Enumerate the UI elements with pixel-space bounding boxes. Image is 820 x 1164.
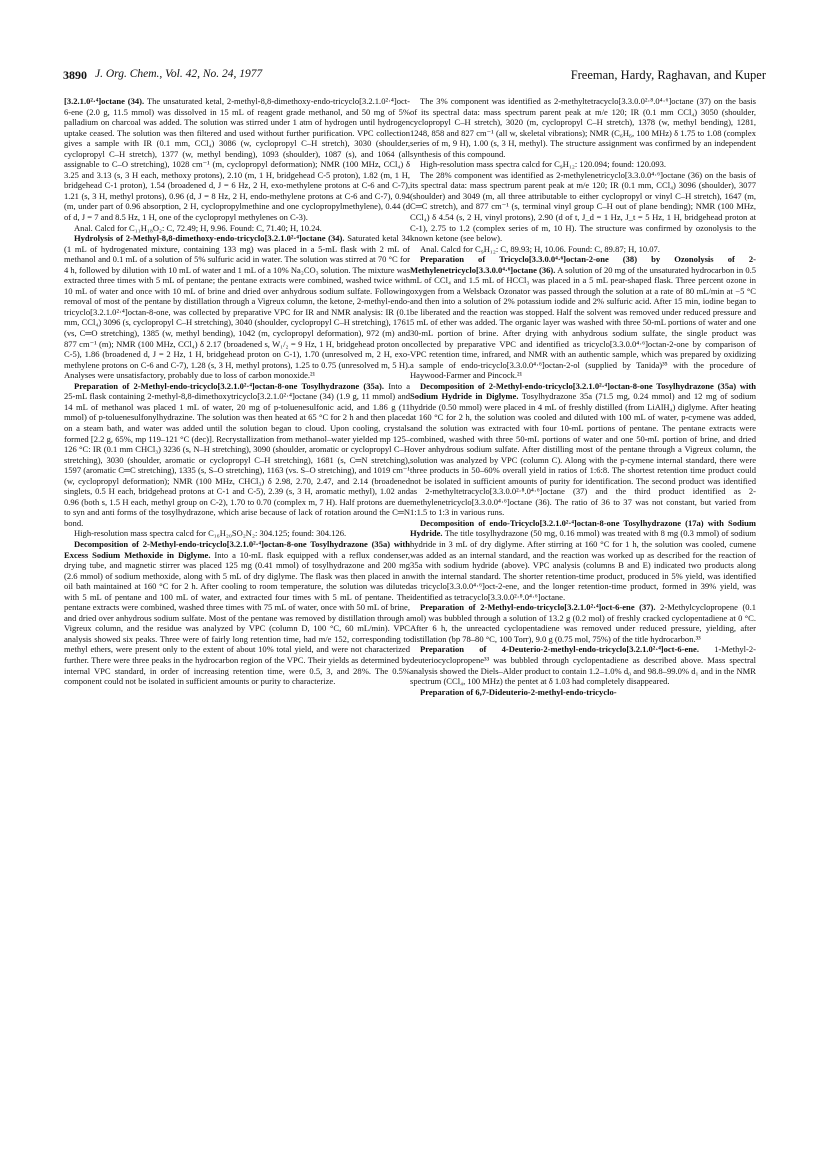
- paragraph: [64, 539, 410, 687]
- paragraph-text: High-resolution mass spectra calcd for C₉H₁₂: 120.094; found: 120.093.: [420, 159, 667, 170]
- paragraph-text: Anal. Calcd for C₁₁H₁₈O₂: C, 72.49; H, 9.96. Found: C, 71.40; H, 10.24.: [74, 222, 322, 233]
- paragraph-heading: Decomposition of 2-Methyl-endo-tricyclo[3.2.1.0²·⁴]octan-8-one Tosylhydrazone (35a) with Excess Sodium Methoxide in Diglyme.: [64, 538, 410, 560]
- paragraph: [410, 381, 756, 518]
- page-number: 3890: [63, 68, 87, 82]
- paragraph-heading: Preparation of 6,7-Dideuterio-2-methyl-endo-tricyclo-: [420, 686, 617, 697]
- paragraph: [64, 233, 410, 381]
- paragraph-heading: Decomposition of endo-Tricyclo[3.2.1.0²·⁴]octan-8-one Tosylhydrazone (17a) with Sodium Hydride.: [410, 517, 756, 539]
- paragraph: [64, 96, 410, 223]
- paragraph-heading: [3.2.1.0²·⁴]octane (34).: [64, 96, 145, 106]
- paragraph-text: A solution of 20 mg of the unsaturated hydrocarbon in 0.5 mL of CCl₄ and 1.5 mL of HCCl₃ was placed in a 5 mL pear-shaped flask. Three percent ozone in oxygen from a Welsback Ozonator was passed through the solution at a rate of 80 mL/min at −5 °C and then into a solution of 2% potassium iodide and 2% sulfuric acid. After 15 min, iodine began to be liberated and the reaction was stopped. Half the solvent was removed under reduced pressure and 5 mL of ether was added. The organic layer was washed with three 50-mL portions of water and one 30-mL portion of brine. After drying with anhydrous sodium sulfate, the single product was collected by preparative VPC and identified as tricyclo[3.3.0.0⁴·⁶]octan-2-one by comparison of VPC retention time, infrared, and NMR with an authentic sample, which was prepared by oxidizing a sample of endo-tricyclo[3.3.0.0⁴·⁶]octan-2-ol (supplied by Tanida)³⁵ with the procedure of Haywood-Farmer and Pincock.²¹: [410, 264, 756, 381]
- paragraph: [410, 254, 756, 381]
- paragraph: [410, 159, 756, 170]
- paragraph-text: 2-Methylcyclopropene (0.1 mol) was bubbled through a solution of 13.2 g (0.2 mol) of freshly cracked cyclopentadiene at 0 °C. After 6 h, the unreacted cyclopentadiene was removed under reduced pressure, yielding, after distillation (bp 78–80 °C, 100 Torr), 9.0 g (0.75 mol, 75%) of the title hydrocarbon.³³: [410, 602, 756, 644]
- journal-citation: J. Org. Chem., Vol. 42, No. 24, 1977: [95, 68, 263, 80]
- paragraph: [64, 528, 410, 539]
- paragraph: [410, 518, 756, 602]
- right-column: [410, 96, 756, 697]
- page-header: [63, 68, 766, 90]
- paragraph: [64, 381, 410, 529]
- paragraph: [410, 644, 756, 686]
- paragraph-text: Anal. Calcd for C₉H₁₂: C, 89.93; H, 10.06. Found: C, 89.87; H, 10.07.: [420, 243, 660, 254]
- paragraph-heading: Preparation of Tricyclo[3.3.0.0⁴·⁶]octan-2-one (38) by Ozonolysis of 2-Methylenetricyclo[3.3.0.0⁴·⁶]octane (36).: [410, 254, 756, 275]
- paragraph-heading: Preparation of 4-Deuterio-2-methyl-endo-tricyclo[3.2.1.0²·⁴]oct-6-ene.: [420, 644, 699, 655]
- paragraph-text: The 3% component was identified as 2-methyltetracyclo[3.3.0.0²·⁸.0⁴·⁶]octane (37) on the basis of its spectral data: mass spectrum parent peak at m/e 120; IR (0.1 mm CCl₄) 3050 (shoulder, cyclopropyl C–H stretch), 3020 (m, cyclopropyl C–H stretch), 1378 (w, methyl bending), 1281, 1248, 858 and 827 cm⁻¹ (all w, skeletal vibrations); NMR (C₆H₆, 100 MHz) δ 1.75 to 1.08 (complex series of m, 9 H), 1.00 (s, 3 H, methyl). The structure assignment was confirmed by an independent synthesis of this compound.: [410, 96, 756, 159]
- paragraph: [410, 96, 756, 159]
- paragraph-text: The unsaturated ketal, 2-methyl-8,8-dimethoxy-endo-tricyclo[3.2.1.0²·⁴]oct-6-ene (2.0 g, 11.5 mmol) was dissolved in 15 mL of reagent grade methanol, and 50 mg of 5% palladium on charcoal was added. The solution was stirred under 1 atm of hydrogen until hydrogen uptake ceased. The solution was then filtered and used without further purification. VPC collection gives a sample with IR (0.1 mm, CCl₄) 3086 (w, cyclopropyl C–H stretch), 3030 (shoulder, cyclopropyl C–H stretch), 1377 (w, methyl bending), 1093 (shoulder), 1087 (s), and 1064 (all assignable to C–O stretching), 1028 cm⁻¹ (m, cyclopropyl deformation); NMR (100 MHz, CCl₄) δ 3.25 and 3.13 (s, 3 H each, methoxy protons), 2.10 (m, 1 H, bridgehead C-5 proton), 1.82 (m, 1 H, bridgehead C-1 proton), 1.54 (broadened d, J = 6 Hz, 2 H, exo-methylene protons at C-6 and C-7), 1.21 (s, 3 H, methyl protons), 0.96 (d, J = 8 Hz, 2 H, endo-methylene protons at C-6 and C-7), 0.94 (m, under part of 0.96 absorption, 2 H, cyclopropylmethine and one cyclopropylmethylene), 0.44 (d of d, J = 7 and 8.5 Hz, 1 H, one of the cyclopropyl methylenes on C-3).: [64, 96, 410, 223]
- paragraph-text: High-resolution mass spectra calcd for C₁₆H₂₀SO₂N₂: 304.125; found: 304.126.: [74, 528, 347, 539]
- paragraph-text: Into a 25-mL flask containing 2-methyl-8,8-dimethoxytricyclo[3.2.1.0²·⁴]octane (34) (1.9 g, 11 mmol) and 14 mL of methanol was placed 1 mL of water, 20 mg of p-toluenesulfonic acid, and 1.86 g (11 mmol) of p-toluenesulfonylhydrazine. The solution was then heated at 65 °C for 2 h and then placed on a steam bath, and water was added until the solution began to cloud. Upon cooling, crystals formed [2.2 g, 65%, mp 119–121 °C (dec)]. Recrystallization from methanol–water yielded mp 125–126 °C: IR (0.1 mm CHCl₃) 3236 (s, N–H stretching), 3090 (shoulder, aromatic or cyclopropyl C–H stretching), 3030 (shoulder, aromatic or cyclopropyl C–H stretching), 1681 (s, C═N stretching), 1597 (aromatic C═C stretching), 1335 (s, S–O stretching), 1163 (vs. S–O stretching), and 1019 cm⁻¹ (w, cyclopropyl deformation); NMR (100 MHz, CHCl₃) δ 2.98, 2.70, 2.47, and 2.14 (broadened singlets, 0.5 H each, bridgehead protons at C-1 and C-5), 2.39 (s, 3 H, aromatic methyl), 1.02 and 0.96 (both s, 1.5 H each, methyl group on C-2), 1.70 to 0.70 (complex m, 7 H). Half protons are due to syn and anti forms of the tosylhydrazone, which arise because of lack of rotation around the C═N bond.: [64, 380, 410, 528]
- paragraph-heading: Decomposition of 2-Methyl-endo-tricyclo[3.2.1.0²·⁴]octan-8-one Tosylhydrazone (35a) with Sodium Hydride in Diglyme.: [410, 380, 756, 402]
- paragraph-text: The title tosylhydrazone (50 mg, 0.16 mmol) was treated with 8 mg (0.3 mmol) of sodium hydride in 3 mL of dry diglyme. After stirring at 160 °C for 1 h, the solution was cooled, cumene was added as an internal standard, and the reaction was worked up as described for the reaction of 35a with sodium hydride (above). VPC analysis (columns B and E) indicated two products along with the internal standard. The shorter retention-time product, produced in 5% yield, was identified as tricyclo[3.3.0.0⁴·⁶]oct-2-ene, and the longer retention-time product, formed in 39% yield, was identified as tetracyclo[3.3.0.0²·⁸.0⁴·⁶]octane.: [410, 528, 756, 602]
- authors: Freeman, Hardy, Raghavan, and Kuper: [570, 68, 766, 82]
- paragraph: [410, 244, 756, 255]
- paragraph-heading: Hydrolysis of 2-Methyl-8,8-dimethoxy-endo-tricyclo[3.2.1.0²·⁴]octane (34).: [74, 233, 345, 244]
- paragraph: [410, 602, 756, 644]
- paragraph-heading: Preparation of 2-Methyl-endo-tricyclo[3.2.1.0²·⁴]oct-6-ene (37).: [420, 602, 656, 613]
- paragraph: [410, 170, 756, 244]
- paragraph-text: The 28% component was identified as 2-methylenetricyclo[3.3.0.0⁴·⁶]octane (36) on the basis of its spectral data: mass spectrum parent peak at m/e 120; IR (0.1 mm, CCl₄) 3096 (shoulder), 3077 (shoulder) and 3049 (m, all three attributable to either cyclopropyl or vinyl C–H stretch), 1647 (m, C═C stretch), and 877 cm⁻¹ (s, terminal vinyl group C–H out of plane bending); NMR (100 MHz, CCl₄) δ 4.54 (s, 2 H, vinyl protons), 2.90 (d of t, J_d = 1 Hz, J_t = 5 Hz, 1 H, bridgehead proton at C-1), 2.75 to 1.2 (complex series of m, 10 H). The structure was confirmed by ozonolysis to the known ketone (see below).: [410, 169, 756, 244]
- paragraph-text: Saturated ketal 34 (1 mL of hydrogenated mixture, containing 133 mg) was placed in a 5-mL flask with 2 mL of methanol and 0.1 mL of a solution of 5% sulfuric acid in water. The solution was stirred at 70 °C for 4 h, followed by dilution with 10 mL of water and 1 mL of a 10% Na₂CO₃ solution. The mixture was extracted three times with 5 mL of pentane; the pentane extracts were combined, washed twice with 10 mL of water and once with 10 mL of brine and dried over anhydrous sodium sulfate. Following removal of most of the pentane by distillation through a Vigreux column, the ketone, 2-methyl-endo-tricyclo[3.2.1.0²·⁴]octan-8-one, was collected by preparative VPC for IR and NMR analysis: IR (0.1 mm, CCl₄) 3096 (s, cyclopropyl C–H stretching), 3040 (shoulder, cyclopropyl C–H stretching), 1761 (vs, C═O stretching), 1385 (w, methyl bending), 1042 (m, cyclopropyl deformation), 972 (m) and 877 cm⁻¹ (m); NMR (100 MHz, CCl₄) δ 2.17 (broadened s, W₁/₂ = 9 Hz, 1 H, bridgehead proton on C-5), 1.86 (broadened d, J = 2 Hz, 1 H, bridgehead proton on C-1), 1.70 (unresolved m, 2 H, exo-methylene protons on C-6 and C-7), 1.28 (s, 3 H, methyl protons), 1.25 to 0.75 (unresolved m, 5 H). Analyses were unsatisfactory, probably due to loss of carbon monoxide.²¹: [64, 233, 410, 381]
- left-column: [64, 96, 410, 687]
- paragraph-heading: Preparation of 2-Methyl-endo-tricyclo[3.2.1.0²·⁴]octan-8-one Tosylhydrazone (35a).: [74, 380, 384, 391]
- paragraph: [64, 223, 410, 234]
- paragraph: [410, 687, 756, 698]
- paragraph-text: Tosylhydrazone 35a (71.5 mg, 0.24 mmol) and 12 mg of sodium hydride (0.50 mmol) were placed in 4 mL of freshly distilled (from LiAlH₄) diglyme. After heating at 160 °C for 2 h, the solution was cooled and diluted with 100 mL of water, p-cymene was added, and the solution was extracted with four 10-mL portions of pentane. The pentane extracts were combined, washed with three 50-mL portions of water and one 50-mL portion of brine, and dried over anhydrous sodium sulfate. After distilling most of the pentane through a Vigreux column, the solution was analyzed by VPC (column C). Along with the p-cymene internal standard, there were three products in 50–60% overall yield in ratios of 1:6:8. The shortest retention time product could not be isolated in sufficient amounts of purity for identification. The second product was identified as 2-methyltetracyclo[3.3.0.0²·⁸.0⁴·⁶]octane (37) and the third product identified as 2-methylenetricyclo[3.3.0.0⁴·⁶]octane (36). The ratio of 36 to 37 was not constant, but varied from 1:1.5 to 1:3 in various runs.: [410, 391, 756, 518]
- paragraph-text: 1-Methyl-2-deuteriocyclopropene³³ was bubbled through cyclopentadiene as described above. Mass spectral analysis showed the Diels–Alder product to contain 1.2–1.0% d₀ and 98.8–99.0% d₁ and in the NMR spectrum (CCl₄, 100 MHz) the pentet at δ 1.03 had completely disappeared.: [410, 644, 756, 687]
- paragraph-text: Into a 10-mL flask equipped with a reflux condenser, drying tube, and magnetic stirrer was placed 125 mg (0.41 mmol) of tosylhydrazone and 200 mg (2.6 mmol) of sodium methoxide, along with 5 mL of dry diglyme. The flask was then placed in an oil bath maintained at 160 °C for 2 h. After cooling to room temperature, the solution was diluted with 5 mL of pentane and 100 mL of water, and extracted four times with 5 mL of pentane. The pentane extracts were combined, washed three times with 75 mL of water, once with 50 mL of brine, and dried over anhydrous sodium sulfate. Most of the pentane was removed by distillation through a Vigreux column, and the residue was analyzed by VPC (column D, 100 °C, 60 mL/min). VPC analysis showed six peaks. Three were of fairly long retention time, had m/e 152, corresponding to methyl ethers, were present only to the extent of about 10% total yield, and were not characterized further. There were three peaks in the hydrocarbon region of the VPC. Their yields as determined by internal VPC standard, in order of increasing retention time, were 0.5, 3, and 28%. The 0.5% component could not be isolated in sufficient amounts or purity to characterize.: [64, 549, 410, 687]
